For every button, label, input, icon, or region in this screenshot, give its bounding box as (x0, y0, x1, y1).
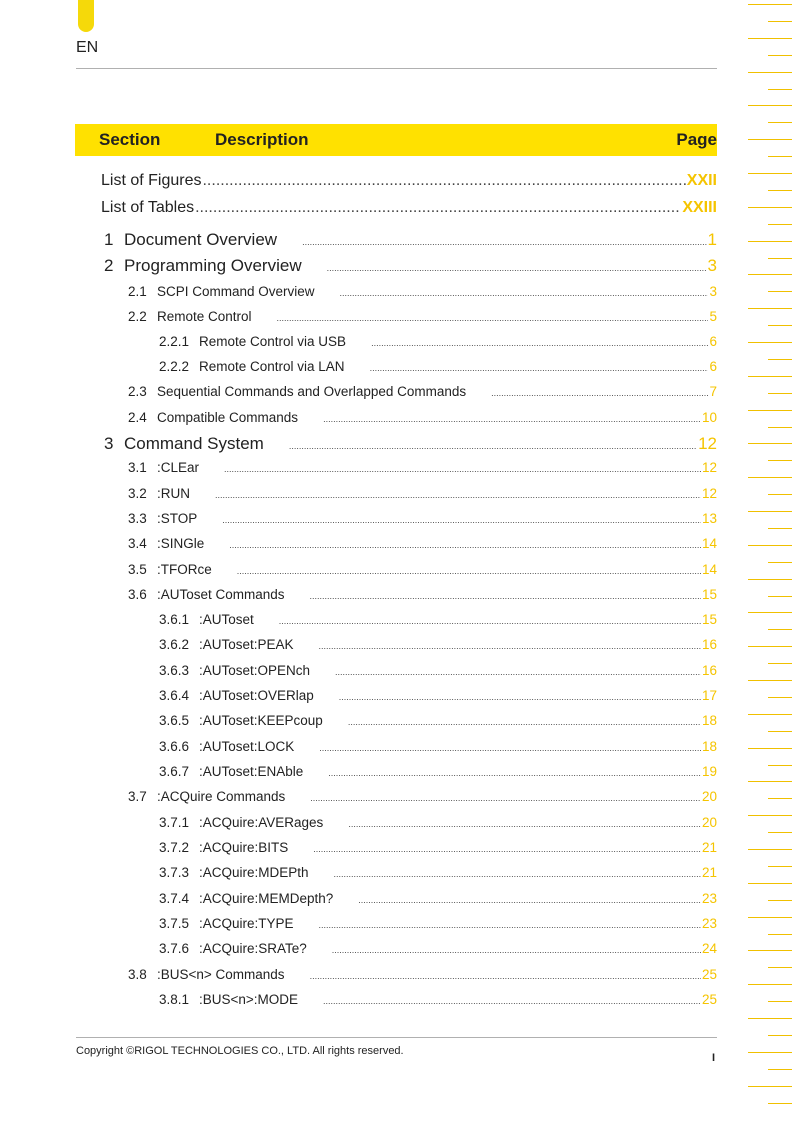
toc-entry-page-link[interactable]: 13 (701, 511, 717, 526)
toc-entry-title: :AUToset (199, 612, 254, 627)
thumb-index-mark (748, 815, 792, 816)
toc-dot-leader (302, 237, 706, 247)
toc-dot-leader (339, 692, 701, 702)
toc-entry-page-link[interactable]: 20 (701, 789, 717, 804)
toc-entry[interactable] (128, 967, 717, 982)
thumb-index-mark (768, 1035, 792, 1036)
toc-entry[interactable] (159, 739, 717, 754)
toc-entry-title: :STOP (157, 511, 198, 526)
toc-entry-number: 2.2.2 (159, 359, 190, 374)
toc-entry[interactable] (128, 309, 717, 324)
toc-entry-title: :AUToset:LOCK (199, 739, 295, 754)
toc-entry-number: 3.7.6 (159, 941, 190, 956)
column-header-section: Section (99, 130, 161, 149)
thumb-index-mark (748, 748, 792, 749)
toc-entry[interactable] (128, 384, 717, 399)
toc-entry-title: :BUS<n> Commands (157, 967, 285, 982)
toc-entry-title: :TFORce (157, 562, 212, 577)
toc-entry-number: 3 (104, 434, 114, 453)
toc-entry-title: :ACQuire:BITS (199, 840, 289, 855)
toc-entry[interactable] (128, 789, 717, 804)
toc-entry-title: :AUToset Commands (157, 587, 285, 602)
toc-entry-page-link[interactable]: 19 (701, 764, 717, 779)
toc-entry[interactable] (159, 916, 717, 931)
toc-entry-number: 3.6.3 (159, 663, 190, 678)
toc-entry-page-link[interactable]: 25 (701, 967, 717, 982)
toc-entry[interactable] (159, 334, 717, 349)
toc-entry-page-link[interactable]: 23 (701, 916, 717, 931)
thumb-index-mark (768, 122, 792, 123)
thumb-index-mark (748, 646, 792, 647)
toc-entry-title: :ACQuire:MDEPth (199, 865, 309, 880)
toc-entry-title: :AUToset:OPENch (199, 663, 311, 678)
chapter-tab-marker (78, 0, 94, 32)
thumb-index-mark (748, 1052, 792, 1053)
thumb-index-mark (768, 562, 792, 563)
toc-entry-page-link[interactable]: 18 (701, 739, 717, 754)
toc-entry-page-link[interactable]: 14 (701, 562, 717, 577)
toc-dot-leader (277, 313, 709, 323)
toc-entry-number: 3.6.4 (159, 688, 190, 703)
toc-entry[interactable] (128, 536, 717, 551)
thumb-index-mark (748, 849, 792, 850)
toc-entry[interactable] (159, 764, 717, 779)
thumb-index-mark (768, 393, 792, 394)
toc-entry-title: List of Figures (101, 172, 202, 189)
toc-dot-leader (310, 971, 701, 981)
toc-dot-leader (323, 996, 701, 1006)
toc-entry-page-link[interactable]: 10 (701, 410, 717, 425)
toc-entry-number: 3.6 (128, 587, 147, 602)
toc-dot-leader (348, 819, 701, 829)
toc-dot-leader (334, 869, 701, 879)
toc-dot-leader (335, 667, 701, 677)
toc-entry-number: 3.6.1 (159, 612, 190, 627)
copyright-notice: Copyright ©RIGOL TECHNOLOGIES CO., LTD. All rights reserved. (76, 1045, 404, 1057)
thumb-index-mark (768, 359, 792, 360)
toc-entry-page-link[interactable]: 6 (709, 359, 717, 374)
toc-entry[interactable] (159, 637, 717, 652)
toc-entry-number: 3.8 (128, 967, 147, 982)
toc-entry-page-link[interactable]: 15 (701, 587, 717, 602)
toc-entry-number: 3.6.2 (159, 637, 190, 652)
toc-entry-title: :AUToset:PEAK (199, 637, 294, 652)
toc-entry-page-link[interactable]: 1 (707, 230, 717, 249)
thumb-index-mark (768, 325, 792, 326)
toc-entry[interactable] (159, 992, 717, 1007)
toc-entry-number: 2.2.1 (159, 334, 190, 349)
thumb-index-mark (768, 1001, 792, 1002)
toc-dot-leader (319, 743, 701, 753)
toc-entry[interactable] (159, 663, 717, 678)
toc-entry-title: Document Overview (124, 230, 278, 249)
thumb-index-mark (748, 274, 792, 275)
footer-divider (76, 1037, 717, 1038)
toc-entry-number: 3.5 (128, 562, 147, 577)
toc-entry-page-link[interactable]: 15 (701, 612, 717, 627)
toc-entry-number: 2 (104, 256, 114, 275)
toc-entry-title: Compatible Commands (157, 410, 299, 425)
thumb-index-mark (748, 4, 792, 5)
toc-entry-title: :ACQuire:SRATe? (199, 941, 307, 956)
thumb-index-mark (768, 494, 792, 495)
toc-dot-leader (237, 566, 701, 576)
toc-dot-leader (215, 490, 701, 500)
toc-entry-page-link[interactable]: 20 (701, 815, 717, 830)
toc-entry-number: 3.7 (128, 789, 147, 804)
toc-entry-page-link[interactable]: 16 (701, 663, 717, 678)
toc-entry-number: 3.7.1 (159, 815, 190, 830)
toc-entry[interactable] (128, 486, 717, 501)
thumb-index-strip (748, 0, 793, 1122)
toc-entry-page-link[interactable]: 5 (709, 309, 717, 324)
toc-entry-title: :SINGle (157, 536, 205, 551)
toc-entry-title: :ACQuire Commands (157, 789, 286, 804)
toc-dot-leader (328, 768, 701, 778)
toc-entry-page-link[interactable]: 23 (701, 891, 717, 906)
toc-entry-title: Sequential Commands and Overlapped Commands (157, 384, 467, 399)
toc-entry-page-link[interactable]: 12 (701, 486, 717, 501)
thumb-index-mark (768, 460, 792, 461)
column-header-page: Page (676, 130, 717, 149)
toc-entry-page-link[interactable]: 6 (709, 334, 717, 349)
toc-entry-page-link[interactable]: 3 (707, 256, 717, 275)
toc-entry[interactable] (159, 713, 717, 728)
toc-dot-leader (224, 464, 701, 474)
toc-dot-leader (371, 338, 708, 348)
toc-entry[interactable] (128, 284, 717, 299)
thumb-index-mark (748, 579, 792, 580)
toc-dot-leader (202, 172, 685, 190)
toc-dot-leader (319, 641, 701, 651)
language-label: EN (76, 39, 99, 56)
toc-dot-leader (332, 945, 701, 955)
toc-entry[interactable] (104, 230, 717, 250)
toc-entry[interactable] (159, 815, 717, 830)
toc-entry-page-link[interactable]: 18 (701, 713, 717, 728)
thumb-index-mark (768, 663, 792, 664)
thumb-index-mark (768, 629, 792, 630)
toc-entry-title: :RUN (157, 486, 190, 501)
toc-entry-title: Command System (124, 434, 264, 453)
toc-entry-page-link[interactable]: 25 (701, 992, 717, 1007)
toc-dot-leader (323, 414, 701, 424)
toc-entry-number: 1 (104, 230, 114, 249)
thumb-index-mark (748, 883, 792, 884)
thumb-index-mark (748, 680, 792, 681)
toc-dot-leader (358, 895, 701, 905)
toc-entry[interactable] (104, 434, 717, 454)
toc-entry-title: :AUToset:OVERlap (199, 688, 314, 703)
toc-entry-title: :ACQuire:AVERages (199, 815, 324, 830)
toc-dot-leader (279, 616, 701, 626)
toc-dot-leader (222, 515, 701, 525)
toc-dot-leader (310, 591, 701, 601)
header-divider (76, 68, 717, 69)
thumb-index-mark (748, 139, 792, 140)
thumb-index-mark (748, 38, 792, 39)
page-number: I (712, 1052, 716, 1064)
thumb-index-mark (768, 258, 792, 259)
thumb-index-mark (748, 781, 792, 782)
toc-entry-title: Programming Overview (124, 256, 302, 275)
thumb-index-mark (748, 342, 792, 343)
toc-dot-leader (348, 717, 701, 727)
toc-entry[interactable] (128, 410, 717, 425)
toc-entry[interactable] (159, 688, 717, 703)
toc-entry-page-link[interactable]: 21 (701, 840, 717, 855)
toc-entry[interactable] (159, 865, 717, 880)
toc-entry-title: List of Tables (101, 199, 195, 216)
toc-entry-page-link[interactable]: 14 (701, 536, 717, 551)
thumb-index-mark (748, 984, 792, 985)
thumb-index-mark (768, 596, 792, 597)
toc-entry-number: 3.7.5 (159, 916, 190, 931)
toc-dot-leader (370, 363, 709, 373)
toc-entry-number: 3.6.6 (159, 739, 190, 754)
toc-entry-number: 3.3 (128, 511, 147, 526)
toc-entry-number: 3.7.2 (159, 840, 190, 855)
toc-entry-title: :BUS<n>:MODE (199, 992, 299, 1007)
toc-entry-page-link[interactable]: XXII (686, 172, 717, 189)
thumb-index-mark (768, 731, 792, 732)
toc-entry-title: Remote Control (157, 309, 252, 324)
toc-entry[interactable] (159, 359, 717, 374)
toc-entry-title: Remote Control via USB (199, 334, 347, 349)
thumb-index-mark (768, 427, 792, 428)
thumb-index-mark (748, 241, 792, 242)
toc-dot-leader (491, 388, 708, 398)
toc-entry-title: :AUToset:KEEPcoup (199, 713, 323, 728)
toc-entry[interactable] (159, 612, 717, 627)
thumb-index-mark (748, 72, 792, 73)
thumb-index-mark (768, 866, 792, 867)
toc-entry-number: 3.7.4 (159, 891, 190, 906)
toc-entry[interactable] (159, 891, 717, 906)
thumb-index-mark (748, 1018, 792, 1019)
toc-entry[interactable] (128, 460, 717, 475)
toc-entry-page-link[interactable]: 24 (701, 941, 717, 956)
toc-entry-page-link[interactable]: XXIII (682, 199, 717, 216)
thumb-index-mark (748, 207, 792, 208)
thumb-index-mark (748, 308, 792, 309)
thumb-index-mark (748, 443, 792, 444)
thumb-index-mark (768, 765, 792, 766)
toc-entry[interactable] (128, 511, 717, 526)
thumb-index-mark (768, 798, 792, 799)
thumb-index-mark (768, 156, 792, 157)
thumb-index-mark (748, 105, 792, 106)
toc-entry[interactable] (101, 172, 717, 190)
toc-entry-title: :CLEar (157, 460, 200, 475)
toc-entry-page-link[interactable]: 7 (709, 384, 717, 399)
toc-entry-number: 2.2 (128, 309, 147, 324)
toc-entry-title: Remote Control via LAN (199, 359, 345, 374)
toc-entry[interactable] (104, 256, 717, 276)
toc-entry-number: 3.6.7 (159, 764, 190, 779)
toc-entry-number: 3.7.3 (159, 865, 190, 880)
toc-dot-leader (327, 263, 707, 273)
toc-dot-leader (310, 793, 701, 803)
toc-entry-page-link[interactable]: 17 (701, 688, 717, 703)
thumb-index-mark (768, 21, 792, 22)
thumb-index-mark (768, 832, 792, 833)
thumb-index-mark (748, 545, 792, 546)
toc-header-bar (75, 124, 717, 156)
thumb-index-mark (768, 55, 792, 56)
thumb-index-mark (748, 612, 792, 613)
toc-dot-leader (289, 441, 697, 451)
thumb-index-mark (768, 900, 792, 901)
toc-entry-title: SCPI Command Overview (157, 284, 315, 299)
thumb-index-mark (748, 477, 792, 478)
toc-entry[interactable] (159, 941, 717, 956)
thumb-index-mark (748, 917, 792, 918)
toc-entry-page-link[interactable]: 16 (701, 637, 717, 652)
thumb-index-mark (748, 410, 792, 411)
toc-entry-title: :ACQuire:TYPE (199, 916, 294, 931)
toc-entry-page-link[interactable]: 12 (698, 434, 717, 453)
column-header-description: Description (215, 130, 309, 149)
toc-entry[interactable] (159, 840, 717, 855)
toc-entry[interactable] (128, 587, 717, 602)
toc-entry-number: 3.4 (128, 536, 147, 551)
toc-dot-leader (313, 844, 701, 854)
thumb-index-mark (768, 291, 792, 292)
thumb-index-mark (748, 511, 792, 512)
thumb-index-mark (768, 528, 792, 529)
thumb-index-mark (768, 967, 792, 968)
thumb-index-mark (748, 714, 792, 715)
toc-entry-number: 3.1 (128, 460, 147, 475)
toc-entry-title: :AUToset:ENAble (199, 764, 304, 779)
toc-entry-number: 3.2 (128, 486, 147, 501)
toc-entry-number: 2.1 (128, 284, 147, 299)
toc-dot-leader (340, 288, 709, 298)
thumb-index-mark (748, 1086, 792, 1087)
thumb-index-mark (768, 1103, 792, 1104)
toc-entry-number: 2.4 (128, 410, 147, 425)
thumb-index-mark (768, 697, 792, 698)
toc-entry[interactable] (101, 199, 717, 217)
thumb-index-mark (768, 934, 792, 935)
toc-entry[interactable] (128, 562, 717, 577)
toc-dot-leader (229, 540, 701, 550)
thumb-index-mark (768, 224, 792, 225)
toc-entry-page-link[interactable]: 21 (701, 865, 717, 880)
thumb-index-mark (768, 1069, 792, 1070)
toc-entry-number: 3.8.1 (159, 992, 190, 1007)
thumb-index-mark (748, 173, 792, 174)
toc-entry-number: 3.6.5 (159, 713, 190, 728)
toc-dot-leader (319, 920, 701, 930)
toc-entry-page-link[interactable]: 3 (709, 284, 717, 299)
toc-entry-page-link[interactable]: 12 (701, 460, 717, 475)
thumb-index-mark (768, 190, 792, 191)
toc-dot-leader (195, 199, 681, 217)
toc-entry-number: 2.3 (128, 384, 147, 399)
thumb-index-mark (748, 376, 792, 377)
toc-entry-title: :ACQuire:MEMDepth? (199, 891, 334, 906)
thumb-index-mark (768, 89, 792, 90)
thumb-index-mark (748, 950, 792, 951)
